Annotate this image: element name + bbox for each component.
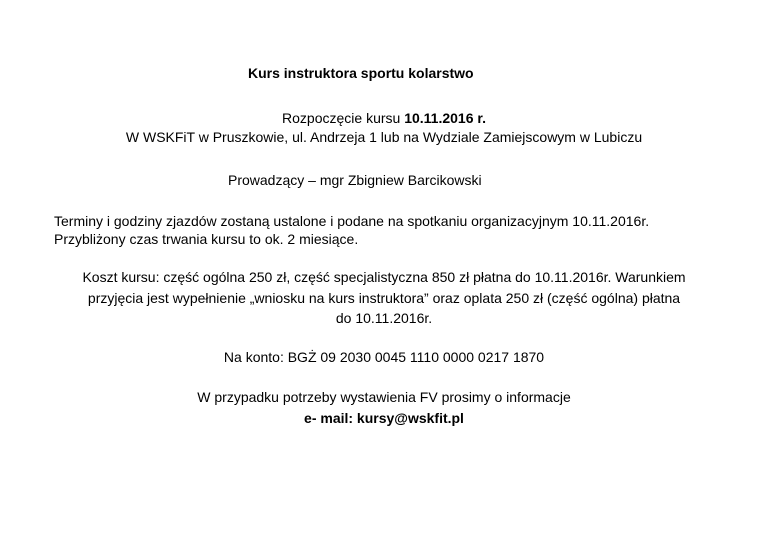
cost-line-3: do 10.11.2016r. (335, 310, 433, 326)
invoice-note: W przypadku potrzeby wystawienia FV prosimy o informacje (197, 389, 571, 405)
course-location: W WSKFiT w Pruszkowie, ul. Andrzeja 1 lub na Wydziale Zamiejscowym w Lubiczu (125, 129, 643, 145)
terms-line-2: Przybliżony czas trwania kursu to ok. 2 miesiące. (54, 231, 359, 247)
course-start-date: 10.11.2016 r. (404, 110, 486, 126)
bank-account: Na konto: BGŻ 09 2030 0045 1110 0000 0217 1870 (223, 349, 545, 365)
course-title: Kurs instruktora sportu kolarstwo (248, 65, 474, 81)
cost-line-1: Koszt kursu: część ogólna 250 zł, część specjalistyczna 850 zł płatna do 10.11.2016r. Warunkiem (82, 269, 686, 285)
cost-line-2: przyjęcia jest wypełnienie „wniosku na kurs instruktora” oraz oplata 250 zł (część ogólna) płatna (87, 290, 681, 306)
contact-email: e- mail: kursy@wskfit.pl (304, 410, 464, 426)
course-instructor: Prowadzący – mgr Zbigniew Barcikowski (228, 172, 482, 188)
course-start-label: Rozpoczęcie kursu (282, 110, 405, 126)
course-start (0, 109, 768, 127)
terms-line-1: Terminy i godziny zjazdów zostaną ustalone i podane na spotkaniu organizacyjnym 10.11.2016r. (54, 213, 650, 229)
